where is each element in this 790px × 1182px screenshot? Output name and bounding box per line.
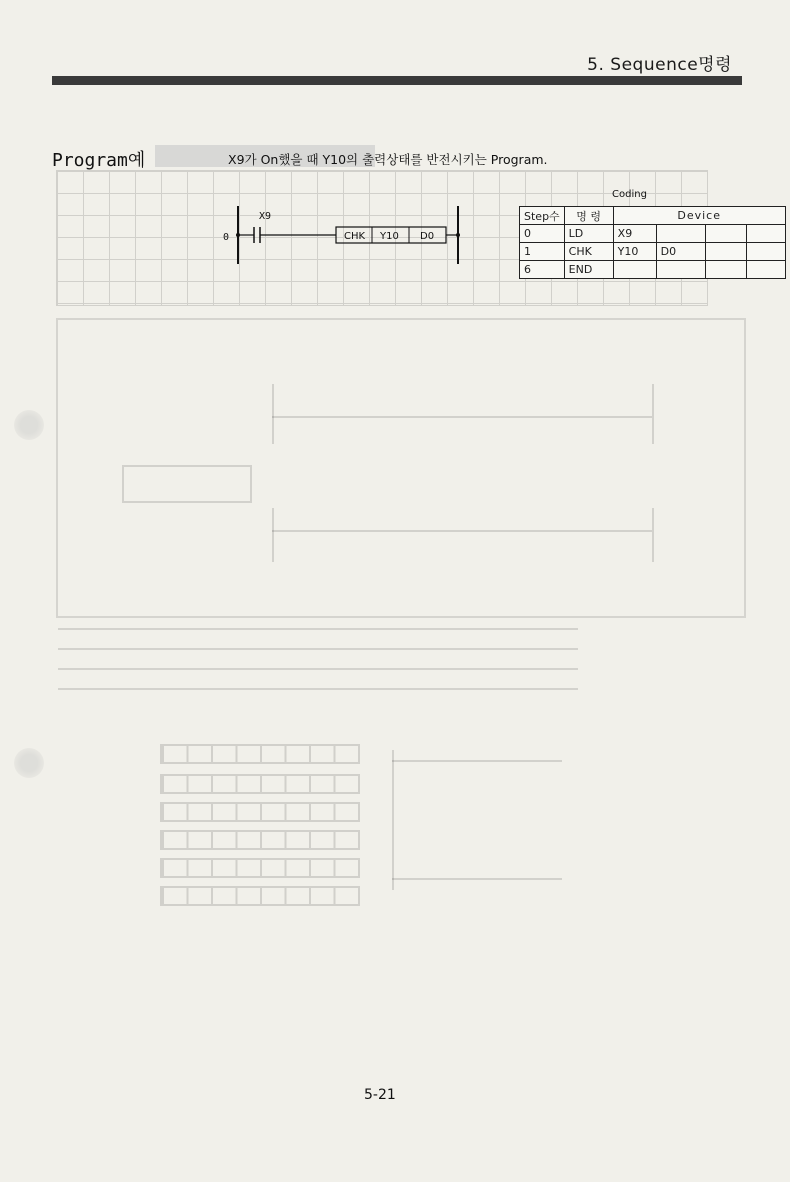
operand-2-label: D0 <box>420 231 435 242</box>
table-row <box>520 225 786 243</box>
header-rule <box>52 76 742 85</box>
program-description: X9가 On했을 때 Y10의 출력상태를 반전시키는 Program. <box>228 152 548 167</box>
cell-device <box>746 225 785 243</box>
bleed-through-cells <box>160 858 360 878</box>
header-device: Device <box>613 207 785 225</box>
cell-device <box>746 261 785 279</box>
cell-device <box>613 261 656 279</box>
bleed-through-rung <box>392 760 562 762</box>
cell-device: X9 <box>613 225 656 243</box>
cell-step: 1 <box>520 243 565 261</box>
page-number: 5-21 <box>364 1087 396 1103</box>
bleed-through-rail <box>392 750 394 890</box>
cell-device <box>746 243 785 261</box>
cell-step: 0 <box>520 225 565 243</box>
table-row <box>520 261 786 279</box>
bleed-through-cells <box>160 774 360 794</box>
bleed-through-box <box>122 465 252 503</box>
bleed-through-text-block <box>58 628 578 708</box>
cell-device <box>656 261 705 279</box>
bleed-through-rail <box>272 384 274 444</box>
chapter-title: 5. Sequence명령 <box>587 55 732 75</box>
coding-header-row <box>520 207 786 225</box>
bleed-through-rung <box>392 878 562 880</box>
ladder-diagram <box>214 202 474 268</box>
header-step: Step수 <box>520 207 565 225</box>
coding-table <box>519 206 786 279</box>
bleed-through-cells <box>160 802 360 822</box>
table-row <box>520 243 786 261</box>
bleed-through-rung <box>272 530 652 532</box>
rung-end-node <box>456 233 460 237</box>
punch-hole <box>14 748 44 778</box>
cell-step: 6 <box>520 261 565 279</box>
instruction-label: CHK <box>344 231 366 242</box>
cell-command: LD <box>564 225 613 243</box>
step-number-label: 0 <box>223 232 230 243</box>
contact-label: X9 <box>259 211 272 222</box>
coding-caption: Coding <box>612 189 647 200</box>
bleed-through-cells <box>160 830 360 850</box>
punch-hole <box>14 410 44 440</box>
header-command: 명 령 <box>564 207 613 225</box>
bleed-through-rail <box>652 384 654 444</box>
operand-1-label: Y10 <box>380 231 399 242</box>
cell-device <box>705 243 746 261</box>
cell-command: END <box>564 261 613 279</box>
bleed-through-rung <box>272 416 652 418</box>
bleed-through-cells <box>160 744 360 764</box>
bleed-through-rail <box>652 508 654 562</box>
program-heading: Program예 <box>52 150 146 171</box>
bleed-through-cells <box>160 886 360 906</box>
cell-device: D0 <box>656 243 705 261</box>
cell-device <box>705 225 746 243</box>
cell-device <box>705 261 746 279</box>
cell-device <box>656 225 705 243</box>
cell-device: Y10 <box>613 243 656 261</box>
cell-command: CHK <box>564 243 613 261</box>
bleed-through-rail <box>272 508 274 562</box>
